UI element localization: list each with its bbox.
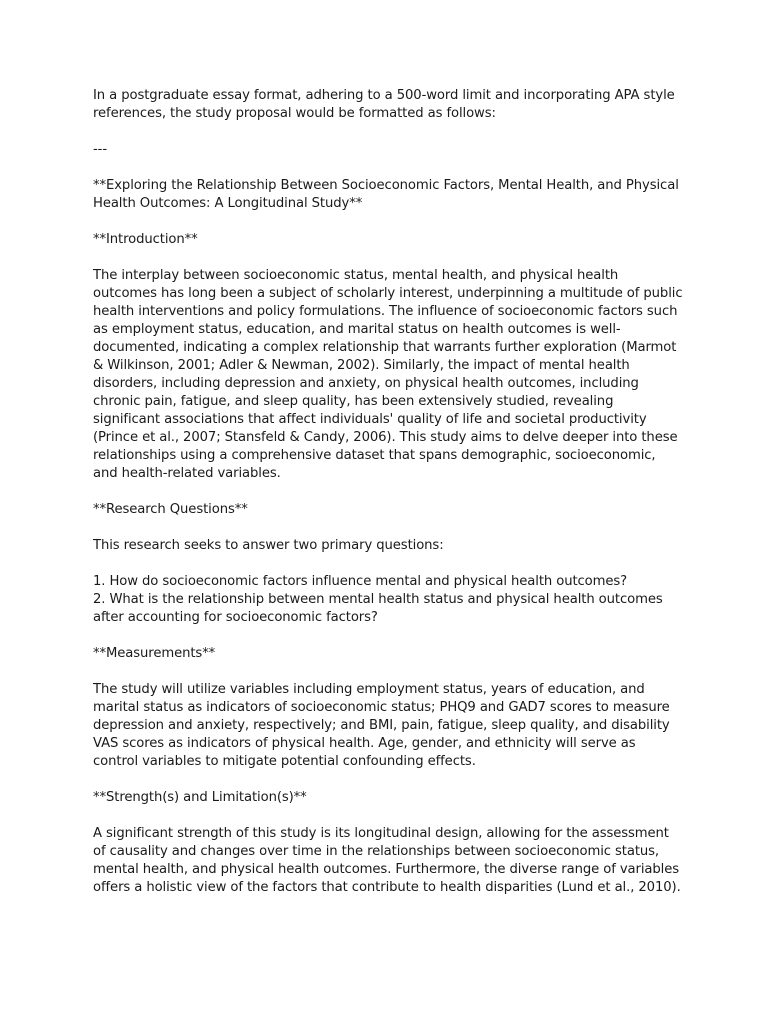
research-questions-lead: This research seeks to answer two primary questions: xyxy=(93,538,444,553)
introduction-heading: **Introduction** xyxy=(93,232,198,247)
essay-title: **Exploring the Relationship Between Socioeconomic Factors, Mental Health, and Physical Health Outcomes: A Longitudinal Study** xyxy=(93,178,679,211)
introduction-body: The interplay between socioeconomic status, mental health, and physical health outcomes has long been a subject of scholarly interest, underpinning a multitude of public health interventions and policy formulations. The influence of socioeconomic factors such as employment status, education, and marital status on health outcomes is well-documented, indicating a complex relationship that warrants further exploration (Marmot & Wilkinson, 2001; Adler & Newman, 2002). Similarly, the impact of mental health disorders, including depression and anxiety, on physical health outcomes, including chronic pain, fatigue, and sleep quality, has been extensively studied, revealing significant associations that affect individuals' quality of life and societal productivity (Prince et al., 2007; Stansfeld & Candy, 2006). This study aims to delve deeper into these relationships using a comprehensive dataset that spans demographic, socioeconomic, and health-related variables. xyxy=(93,268,683,481)
document-body xyxy=(93,87,683,915)
measurements-body: The study will utilize variables including employment status, years of education, and marital status as indicators of socioeconomic status; PHQ9 and GAD7 scores to measure depression and anxiety, respectively; and BMI, pain, fatigue, sleep quality, and disability VAS scores as indicators of physical health. Age, gender, and ethnicity will serve as control variables to mitigate potential confounding effects. xyxy=(93,682,670,769)
strengths-body: A significant strength of this study is its longitudinal design, allowing for the assessment of causality and changes over time in the relationships between socioeconomic status, mental health, and physical health outcomes. Furthermore, the diverse range of variables offers a holistic view of the factors that contribute to health disparities (Lund et al., 2010). xyxy=(93,826,681,895)
strengths-heading: **Strength(s) and Limitation(s)** xyxy=(93,790,307,805)
list-item: 1. How do socioeconomic factors influence mental and physical health outcomes? xyxy=(93,574,628,589)
intro-line: In a postgraduate essay format, adhering to a 500-word limit and incorporating APA style references, the study proposal would be formatted as follows: xyxy=(93,88,675,121)
list-item: 2. What is the relationship between mental health status and physical health outcomes after accounting for socioeconomic factors? xyxy=(93,592,663,625)
research-questions-heading: **Research Questions** xyxy=(93,502,248,517)
research-questions-list xyxy=(93,573,683,627)
measurements-heading: **Measurements** xyxy=(93,646,216,661)
separator: --- xyxy=(93,142,107,157)
